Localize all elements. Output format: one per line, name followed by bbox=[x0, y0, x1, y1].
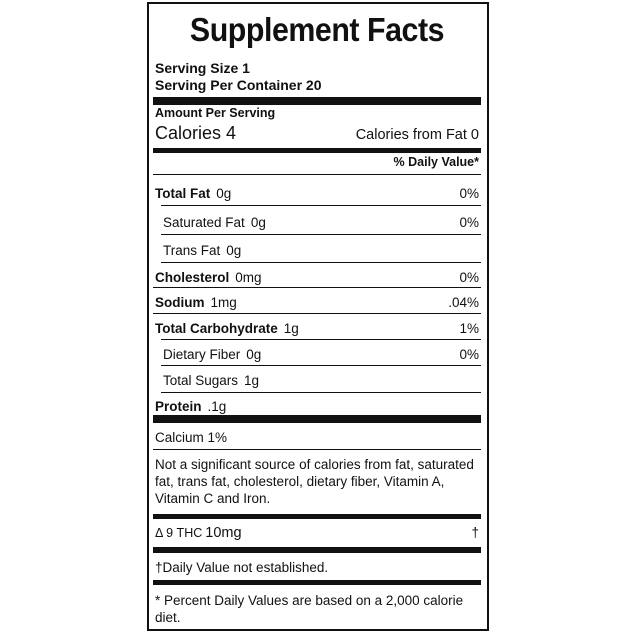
nutrient-amount: .1g bbox=[207, 399, 227, 414]
rule bbox=[153, 313, 481, 314]
nutrient-row bbox=[155, 215, 479, 230]
nutrient-daily-value: 0% bbox=[459, 347, 479, 362]
nutrient-amount: 1mg bbox=[210, 295, 237, 310]
nutrient-amount: 0g bbox=[250, 215, 266, 230]
percent-daily-footnote: * Percent Daily Values are based on a 2,000 calorie diet. bbox=[155, 593, 464, 625]
nutrient-row bbox=[155, 295, 479, 310]
rule bbox=[153, 287, 481, 288]
nutrient-daily-value: .04% bbox=[448, 295, 479, 310]
nutrient-row bbox=[155, 186, 479, 201]
nutrient-row bbox=[155, 399, 479, 414]
thc-row bbox=[155, 525, 479, 541]
nutrient-label: Protein bbox=[155, 399, 202, 414]
nutrient-amount: 0mg bbox=[235, 270, 262, 285]
nutrient-amount: 1g bbox=[283, 321, 299, 336]
rule bbox=[153, 449, 481, 450]
calcium-text: Calcium 1% bbox=[155, 430, 228, 445]
nutrient-label: Dietary Fiber bbox=[163, 347, 241, 362]
daily-value-header: % Daily Value* bbox=[393, 155, 479, 169]
serving-size: Serving Size 1 bbox=[155, 60, 250, 76]
servings-per-container: Serving Per Container 20 bbox=[155, 77, 322, 93]
nutrient-daily-value: 1% bbox=[459, 321, 479, 336]
nutrient-amount: 0g bbox=[246, 347, 262, 362]
thick-divider bbox=[153, 415, 481, 423]
nutrient-amount: 0g bbox=[216, 186, 232, 201]
nutrient-label: Total Sugars bbox=[163, 373, 239, 388]
thick-divider bbox=[153, 97, 481, 105]
nutrient-row bbox=[155, 373, 479, 388]
medium-divider bbox=[153, 580, 481, 585]
medium-divider bbox=[153, 547, 481, 553]
calories-row bbox=[155, 123, 479, 144]
label-content bbox=[153, 4, 481, 629]
calories-value: 4 bbox=[226, 123, 237, 143]
nutrient-amount: 0g bbox=[226, 243, 242, 258]
amount-per-serving: Amount Per Serving bbox=[155, 106, 276, 120]
daily-value-header-row bbox=[155, 155, 479, 169]
nutrient-daily-value: 0% bbox=[459, 270, 479, 285]
thc-amount: 10mg bbox=[205, 525, 242, 541]
nutrient-daily-value: 0% bbox=[459, 215, 479, 230]
rule bbox=[161, 234, 481, 235]
nutrient-row bbox=[155, 270, 479, 285]
nutrient-row bbox=[155, 321, 479, 336]
nutrient-label: Saturated Fat bbox=[163, 215, 245, 230]
dv-not-established: †Daily Value not established. bbox=[155, 560, 329, 575]
nutrient-label: Total Fat bbox=[155, 186, 211, 201]
not-significant-note: Not a significant source of calories from fat, saturated fat, trans fat, cholesterol, dietary fiber, Vitamin A, Vitamin C and Iron. bbox=[155, 457, 474, 506]
calcium-row bbox=[155, 430, 479, 445]
nutrient-amount: 1g bbox=[244, 373, 260, 388]
nutrient-label: Sodium bbox=[155, 295, 205, 310]
thc-label: Δ 9 THC bbox=[155, 526, 203, 540]
calories-label: Calories bbox=[155, 123, 222, 143]
dv-not-established-row bbox=[155, 560, 479, 575]
rule bbox=[161, 205, 481, 206]
nutrient-row bbox=[155, 347, 479, 362]
nutrient-label: Cholesterol bbox=[155, 270, 230, 285]
supplement-facts-panel bbox=[147, 2, 489, 631]
rule bbox=[161, 262, 481, 263]
nutrient-row bbox=[155, 243, 479, 258]
rule bbox=[161, 392, 481, 393]
calories-from-fat: Calories from Fat 0 bbox=[355, 127, 479, 143]
nutrient-label: Trans Fat bbox=[163, 243, 221, 258]
rule bbox=[153, 174, 481, 175]
rule bbox=[161, 339, 481, 340]
nutrient-label: Total Carbohydrate bbox=[155, 321, 278, 336]
panel-title: Supplement Facts bbox=[189, 11, 445, 48]
rule bbox=[161, 365, 481, 366]
dagger-mark: † bbox=[471, 525, 479, 540]
medium-divider bbox=[153, 148, 481, 153]
medium-divider bbox=[153, 514, 481, 519]
nutrient-daily-value: 0% bbox=[459, 186, 479, 201]
